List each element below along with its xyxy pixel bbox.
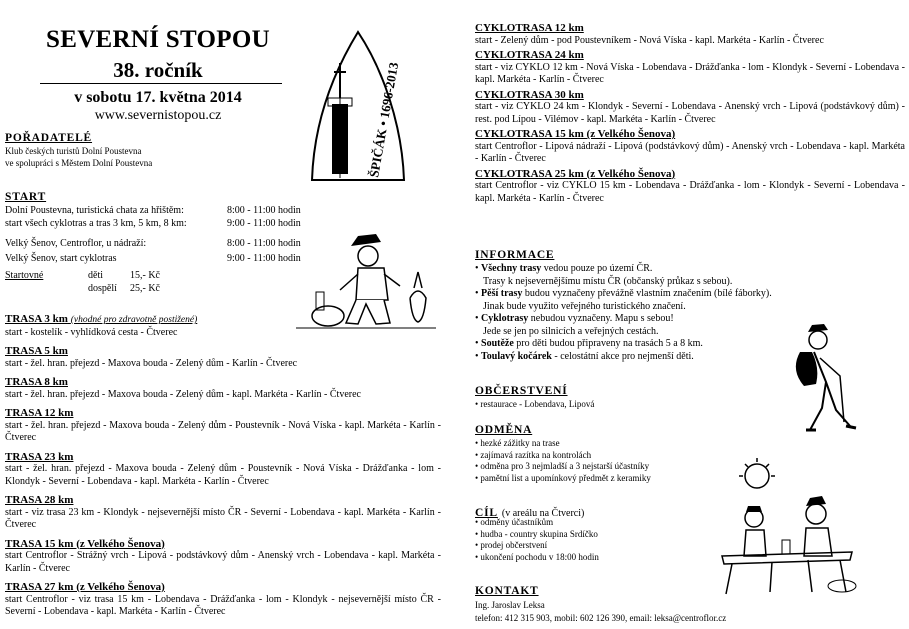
contact-heading: KONTAKT [475, 585, 539, 597]
organizers-line2: ve spolupráci s Městem Dolní Poustevna [5, 158, 153, 168]
event-edition: 38. ročník [113, 58, 203, 82]
route-title: TRASA 12 km [5, 407, 74, 419]
fee-label: Startovné [5, 270, 44, 281]
cycle-route-desc: start - viz CYKLO 12 km - Nová Víska - Lobendava - Drážďanka - lom - Klondyk - Severní - Lobendava - kapl. Markéta - Karlín - Čtverec [475, 61, 905, 85]
info-item: • Soutěže pro děti budou připraveny na trasách 5 a 8 km. [475, 338, 703, 349]
contact-line[interactable]: telefon: 412 315 903, mobil: 602 126 390, email: leksa@centroflor.cz [475, 613, 727, 623]
route-desc: start - viz trasa 23 km - Klondyk - nejsevernější místo ČR - Severní - Lobendava - kapl. Markéta - Karlín - Čtverec [5, 506, 441, 530]
info-heading: INFORMACE [475, 249, 555, 261]
refreshments-item: • restaurace - Lobendava, Lipová [475, 399, 595, 409]
route-desc: start - žel. hran. přejezd - Maxova bouda - Zelený dům - kapl. Markéta - Karlín - Čtverec [5, 388, 361, 400]
reward-item: • zajímavá razítka na kontrolách [475, 449, 592, 460]
route-desc: start - žel. hran. přejezd - Maxova bouda - Zelený dům - Karlín - Čtverec [5, 357, 298, 369]
header-divider [40, 83, 282, 84]
cycle-route-title: CYKLOTRASA 30 km [475, 88, 584, 101]
cycle-route-title: CYKLOTRASA 12 km [475, 22, 584, 34]
cycle-route-block [475, 22, 905, 47]
finish-heading: CÍL [475, 507, 498, 519]
cycle-route-block [475, 49, 905, 87]
route-block [5, 376, 441, 401]
cycle-route-block [475, 89, 905, 127]
event-date: v sobotu 17. května 2014 [74, 89, 242, 106]
start-row: Velký Šenov, Centroflor, u nádraží: 8:00 - 11:00 hodin [5, 238, 301, 249]
reward-item: • odměna pro 3 nejmladší a 3 nejstarší účastníky [475, 461, 650, 471]
route-desc: start - žel. hran. přejezd - Maxova bouda - Zelený dům - Poustevník - Nová Víska - kapl. Markéta - Karlín - Čtverec [5, 419, 441, 443]
route-desc: start - žel. hran. přejezd - Maxova bouda - Zelený dům - Poustevník - Nová Víska - Drážďanka - lom - Klondyk - Severní - Lobendava - kapl. Markéta - Karlín - Čtverec [5, 463, 441, 487]
finish-list [475, 517, 599, 563]
route-block [5, 345, 441, 370]
fee-row: dospělí 25,- Kč [88, 282, 160, 294]
route-block [5, 313, 441, 339]
info-item: • Všechny trasy vedou pouze po území ČR. [475, 263, 653, 274]
info-item: • Toulavý kočárek - celostátní akce pro nejmenší děti. [475, 350, 694, 362]
route-desc: start Centroflor - viz trasa 15 km - Lobendava - Drážďanka - lom - Klondyk - nejsevernější místo ČR - Severní - Lobendava - kapl. Markéta - Karlín - Čtverec [5, 593, 441, 617]
reward-item: • pamětní list a upomínkový předmět z keramiky [475, 472, 651, 483]
cycle-routes [475, 22, 905, 205]
route-title: TRASA 23 km [5, 450, 74, 463]
rewards-list [475, 438, 651, 484]
finish-note: (v areálu na Čtverci) [501, 508, 585, 519]
logo-text: ŠPIČÁK • 1696-2013 [366, 61, 402, 179]
finish-item: • prodej občerstvení [475, 540, 548, 550]
cycle-route-title: CYKLOTRASA 15 km (z Velkého Šenova) [475, 128, 676, 140]
start-row: Dolní Poustevna, turistická chata za hřištěm: 8:00 - 11:00 hodin [5, 205, 301, 216]
route-title: TRASA 15 km (z Velkého Šenova) [5, 537, 165, 550]
event-title: SEVERNÍ STOPOU [46, 26, 270, 53]
info-item: • Pěší trasy budou vyznačeny převážně vlastním značením (bílé fáborky). [475, 288, 772, 299]
walking-routes [5, 313, 441, 619]
picnic-illustration [712, 456, 862, 598]
info-list [475, 263, 775, 363]
start-heading: START [5, 191, 47, 203]
cycle-route-desc: start - viz CYKLO 24 km - Klondyk - Severní - Lobendava - Anenský vrch - Lipová (podstávkový dům) - rest. pod Lípou - Vilémov - kapl. Markéta - Karlín - Čtverec [475, 101, 905, 125]
cycle-route-block [475, 168, 905, 206]
finish-item: • hudba - country skupina Srdíčko [475, 528, 598, 539]
route-block [5, 538, 441, 576]
info-item-line2: Jinak bude využito veřejného turistického značení. [483, 300, 686, 312]
rewards-heading: ODMĚNA [475, 424, 533, 436]
cycle-route-desc: start Centroflor - Lipová nádraží - Lipová (podstávkový dům) - Anenský vrch - Lobendava - kapl. Markéta - Karlín - Čtverec [475, 140, 905, 164]
start-row: start všech cyklotras a tras 3 km, 5 km, 8 km: 9:00 - 11:00 hodin [5, 217, 301, 229]
route-desc: start - kostelík - vyhlídková cesta - Čtverec [5, 326, 178, 338]
contact-name: Ing. Jaroslav Leksa [475, 600, 545, 610]
reward-item: • hezké zážitky na trase [475, 438, 560, 448]
cycle-route-desc: start Centroflor - viz CYKLO 15 km - Lobendava - Drážďanka - lom - Klondyk - Severní - Lobendava - kapl. Markéta - Karlín - Čtverec [475, 180, 905, 204]
event-website[interactable]: www.severnistopou.cz [94, 108, 222, 123]
info-item-line2: Jede se jen po silnicích a veřejných cestách. [483, 325, 659, 337]
cycle-route-desc: start - Zelený dům - pod Poustevníkem - Nová Víska - kapl. Markéta - Karlín - Čtverec [475, 34, 824, 46]
start-schedule [5, 205, 335, 265]
route-title: TRASA 3 km [5, 313, 68, 325]
route-block [5, 451, 441, 489]
info-item-line2: Trasy k nejsevernějšímu místu ČR (občanský průkaz s sebou). [483, 275, 733, 287]
organizers-line1: Klub českých turistů Dolní Poustevna [5, 146, 142, 156]
start-row: Velký Šenov, start cyklotras 9:00 - 11:00 hodin [5, 252, 301, 264]
finish-item: • odměny účastníkům [475, 517, 554, 527]
route-title: TRASA 27 km (z Velkého Šenova) [5, 581, 165, 593]
route-block [5, 494, 441, 532]
cycle-route-title: CYKLOTRASA 24 km [475, 49, 584, 61]
route-title: TRASA 28 km [5, 494, 74, 506]
route-block [5, 581, 441, 619]
walking-hiker-illustration [770, 318, 860, 438]
fee-table [88, 270, 160, 295]
cycle-route-block [475, 128, 905, 166]
spicak-monument-logo [306, 28, 411, 188]
info-item: • Cyklotrasy nebudou vyznačeny. Mapu s sebou! [475, 313, 674, 324]
finish-item: • ukončení pochodu v 18:00 hodin [475, 551, 599, 562]
refreshments-heading: OBČERSTVENÍ [475, 385, 568, 397]
route-title: TRASA 8 km [5, 376, 68, 388]
route-note: (vhodné pro zdravotně postižené) [70, 315, 198, 325]
fee-row: děti 15,- Kč [88, 270, 160, 281]
route-desc: start Centroflor - Strážný vrch - Lipová - podstávkový dům - Anenský vrch - Lobendava - kapl. Markéta - Karlín - Čtverec [5, 550, 441, 574]
route-block [5, 407, 441, 445]
cycle-route-title: CYKLOTRASA 25 km (z Velkého Šenova) [475, 167, 676, 180]
organizers-heading: POŘADATELÉ [5, 132, 93, 144]
route-title: TRASA 5 km [5, 345, 68, 357]
